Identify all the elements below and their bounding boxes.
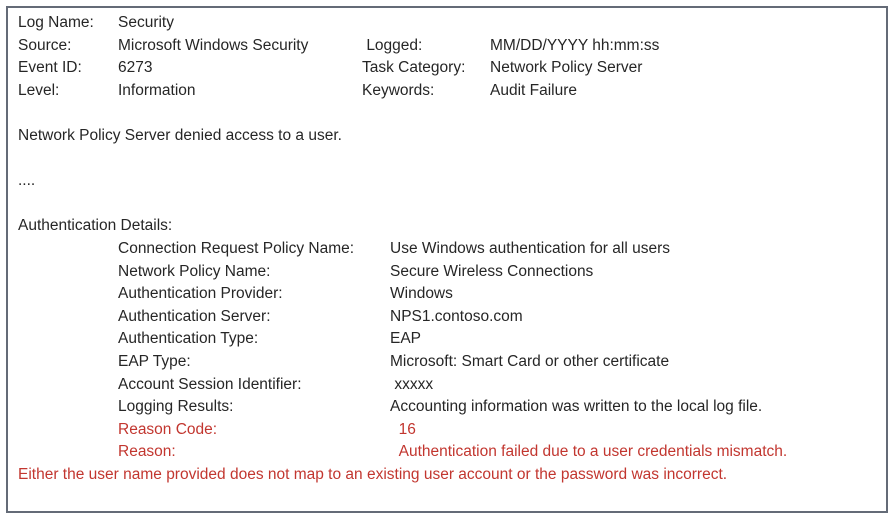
detail-indent bbox=[18, 328, 118, 351]
header-row-source-logged bbox=[18, 35, 876, 58]
detail-row-account-session-identifier bbox=[18, 374, 876, 397]
spacer-line bbox=[18, 193, 876, 216]
eap-type-value: Microsoft: Smart Card or other certificate bbox=[390, 352, 670, 370]
event-log-details-panel bbox=[6, 6, 888, 513]
log-name-value: Security bbox=[118, 14, 174, 31]
detail-row-authentication-provider bbox=[18, 283, 876, 306]
detail-row-reason-code bbox=[18, 419, 876, 442]
event-id-label: Event ID: bbox=[18, 59, 82, 77]
detail-row-authentication-server bbox=[18, 306, 876, 329]
logged-value: MM/DD/YYYY hh:mm:ss bbox=[490, 36, 660, 54]
authentication-details-heading: Authentication Details: bbox=[18, 217, 173, 235]
detail-row-eap-type bbox=[18, 351, 876, 374]
task-category-label: Task Category: bbox=[362, 59, 466, 77]
logging-results-value: Accounting information was written to the local log file. bbox=[390, 398, 763, 416]
detail-indent bbox=[18, 283, 118, 306]
header-row-log-name bbox=[18, 12, 876, 35]
keywords-label: Keywords: bbox=[362, 81, 435, 99]
header-row-level-keywords bbox=[18, 80, 876, 103]
event-description: Network Policy Server denied access to a user. bbox=[18, 126, 342, 144]
detail-indent bbox=[18, 261, 118, 284]
authentication-provider-value: Windows bbox=[390, 285, 453, 303]
event-id-value: 6273 bbox=[118, 59, 153, 77]
level-value: Information bbox=[118, 81, 196, 99]
reason-label: Reason: bbox=[118, 443, 176, 461]
detail-indent bbox=[18, 374, 118, 397]
account-session-identifier-label: Account Session Identifier: bbox=[118, 375, 302, 393]
reason-value: Authentication failed due to a user credentials mismatch. bbox=[390, 443, 788, 461]
detail-row-logging-results bbox=[18, 396, 876, 419]
authentication-type-value: EAP bbox=[390, 330, 422, 348]
header-spacer bbox=[490, 12, 876, 35]
ellipsis-line: .... bbox=[18, 172, 36, 190]
task-category-value: Network Policy Server bbox=[490, 59, 643, 77]
detail-indent bbox=[18, 306, 118, 329]
detail-indent bbox=[18, 351, 118, 374]
header-spacer bbox=[362, 12, 490, 35]
spacer-line bbox=[18, 102, 876, 125]
network-policy-name-value: Secure Wireless Connections bbox=[390, 262, 594, 280]
authentication-server-label: Authentication Server: bbox=[118, 307, 271, 325]
reason-code-value: 16 bbox=[390, 420, 416, 438]
logging-results-label: Logging Results: bbox=[118, 398, 234, 416]
detail-row-network-policy-name bbox=[18, 261, 876, 284]
detail-row-authentication-type bbox=[18, 328, 876, 351]
detail-indent bbox=[18, 419, 118, 442]
authentication-type-label: Authentication Type: bbox=[118, 330, 259, 348]
detail-indent bbox=[18, 396, 118, 419]
network-policy-name-label: Network Policy Name: bbox=[118, 262, 271, 280]
reason-code-label: Reason Code: bbox=[118, 420, 218, 438]
source-label: Source: bbox=[18, 36, 72, 54]
keywords-value: Audit Failure bbox=[490, 81, 578, 99]
detail-indent bbox=[18, 441, 118, 464]
connection-request-policy-value: Use Windows authentication for all users bbox=[390, 239, 670, 257]
detail-row-connection-request-policy bbox=[18, 238, 876, 261]
source-value: Microsoft Windows Security bbox=[118, 36, 309, 54]
eap-type-label: EAP Type: bbox=[118, 352, 191, 370]
authentication-provider-label: Authentication Provider: bbox=[118, 285, 283, 303]
reason-footer-note: Either the user name provided does not map to an existing user account or the password was incorrect. bbox=[18, 465, 728, 483]
level-label: Level: bbox=[18, 81, 60, 99]
account-session-identifier-value: xxxxx bbox=[390, 375, 434, 393]
authentication-server-value: NPS1.contoso.com bbox=[390, 307, 523, 325]
spacer-line bbox=[18, 148, 876, 171]
log-name-label: Log Name: bbox=[18, 14, 94, 31]
detail-row-reason bbox=[18, 441, 876, 464]
detail-indent bbox=[18, 238, 118, 261]
connection-request-policy-label: Connection Request Policy Name: bbox=[118, 239, 355, 257]
header-row-eventid-taskcategory bbox=[18, 57, 876, 80]
logged-label: Logged: bbox=[362, 36, 423, 54]
